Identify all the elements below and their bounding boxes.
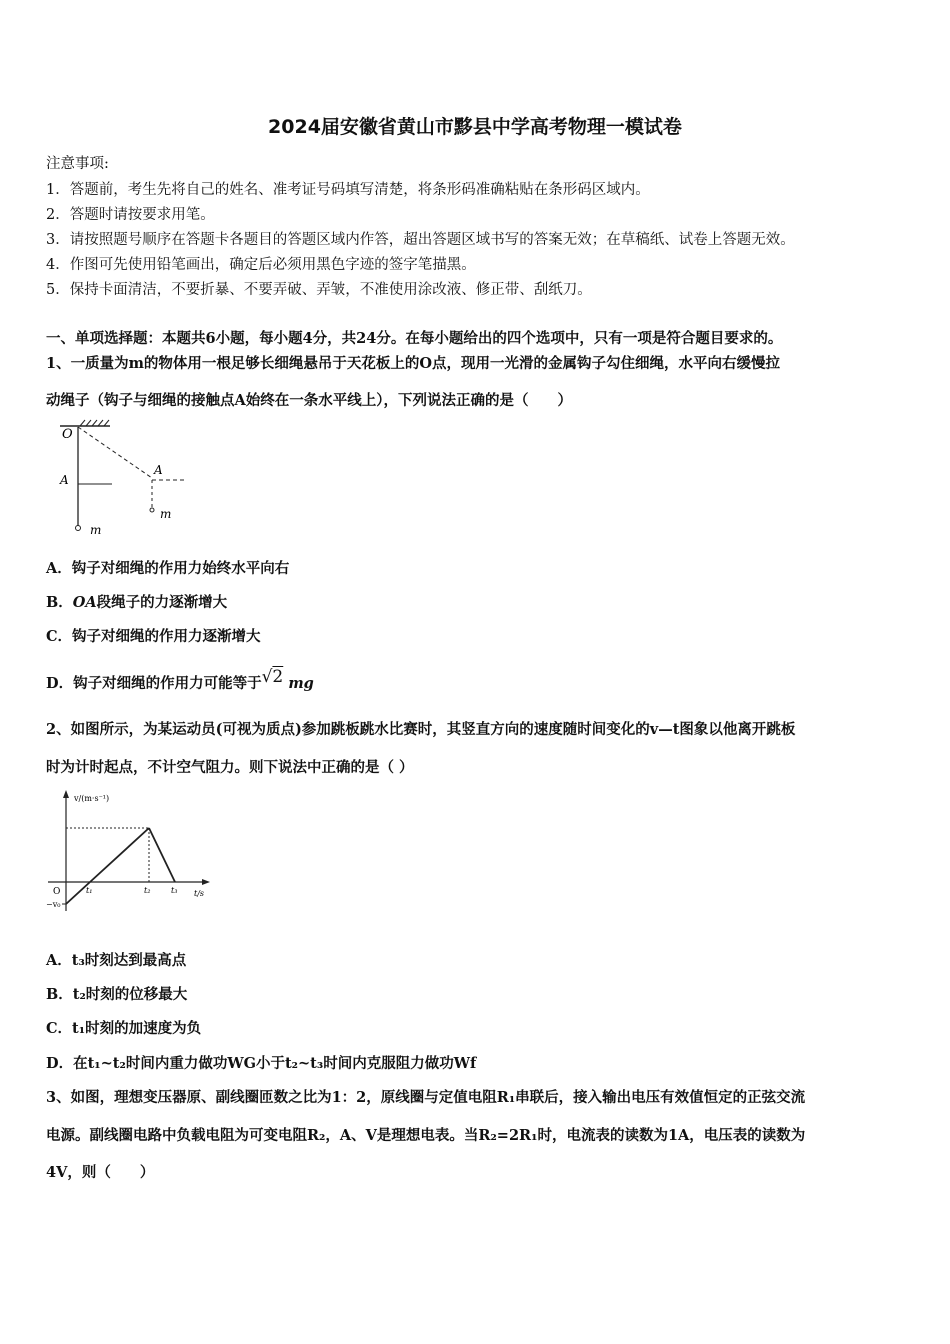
rope-dashed — [78, 427, 152, 478]
t3-label: t₃ — [171, 886, 178, 895]
notice-item-2: 2．答题时请按要求用笔。 — [46, 207, 215, 223]
q3-stem-line-1: 3、如图，理想变压器原、副线圈匝数之比为1：2，原线圈与定值电阻R₁串联后，接入输出电压有效值恒定的正弦交流 — [46, 1089, 806, 1106]
q3-stem-line-3: 4V，则（ ） — [46, 1164, 155, 1181]
x-axis-label: t/s — [194, 889, 205, 898]
origin-label: O — [53, 887, 61, 897]
q3-stem-line-2: 电源。副线圈电路中负载电阻为可变电阻R₂，A、V是理想电表。当R₂=2R₁时，电流表的读数为1A，电压表的读数为 — [46, 1127, 806, 1144]
section-1-header: 一、单项选择题：本题共6小题，每小题4分，共24分。在每小题给出的四个选项中，只有一项是符合题目要求的。 — [46, 330, 783, 347]
vt-segment-3 — [149, 828, 175, 882]
q2-option-d: D．在t₁~t₂时间内重力做功WG小于t₂~t₃时间内克服阻力做功Wf — [46, 1055, 477, 1072]
notice-item-1: 1．答题前，考生先将自己的姓名、准考证号码填写清楚，将条形码准确粘贴在条形码区域内。 — [46, 182, 650, 198]
label-m-right: m — [160, 507, 172, 521]
label-m-left: m — [90, 523, 102, 537]
label-A-left: A — [60, 473, 69, 487]
q2-stem-line-2: 时为计时起点，不计空气阻力。则下说法中正确的是（ ） — [46, 759, 414, 776]
notice-item-4: 4．作图可先使用铅笔画出，确定后必须用黑色字迹的签字笔描黑。 — [46, 257, 476, 273]
q1-option-d: D．钩子对细绳的作用力可能等于√2 mg — [46, 667, 314, 692]
neg-v-label: −v₀ — [46, 900, 61, 909]
vt-segment-2 — [90, 828, 149, 882]
q1-stem-line-2: 动绳子（钩子与细绳的接触点A始终在一条水平线上），下列说法正确的是（ ） — [46, 392, 572, 409]
q1-stem-line-1: 1、一质量为m的物体用一根足够长细绳悬吊于天花板上的O点，现用一光滑的金属钩子勾住细绳，水平向右缓慢拉 — [46, 355, 781, 372]
notice-item-5: 5．保持卡面清洁，不要折暴、不要弄破、弄皱，不准使用涂改液、修正带、刮纸刀。 — [46, 282, 592, 298]
notice-heading: 注意事项: — [46, 156, 109, 172]
t1-label: t₁ — [86, 886, 93, 895]
mass-right — [150, 508, 154, 512]
q2-vt-graph — [44, 786, 224, 918]
y-axis-label: v/(m·s⁻¹) — [74, 794, 110, 803]
label-O: O — [62, 427, 73, 442]
label-A-right: A — [154, 463, 163, 477]
q1-option-a: A．钩子对细绳的作用力始终水平向右 — [46, 560, 290, 577]
q2-option-a: A．t₃时刻达到最高点 — [46, 952, 187, 969]
q1-option-b: B．OA段绳子的力逐渐增大 — [46, 594, 228, 611]
q1-figure — [50, 418, 200, 538]
x-axis-arrow — [202, 879, 210, 885]
exam-title: 2024届安徽省黄山市黟县中学高考物理一模试卷 — [268, 116, 682, 138]
mass-left — [76, 526, 81, 531]
y-axis-arrow — [63, 790, 69, 798]
q2-option-b: B．t₂时刻的位移最大 — [46, 986, 188, 1003]
t2-label: t₂ — [144, 886, 151, 895]
q2-stem-line-1: 2、如图所示，为某运动员(可视为质点)参加跳板跳水比赛时，其竖直方向的速度随时间变化的v—t图象以他离开跳板 — [46, 721, 796, 738]
notice-item-3: 3．请按照题号顺序在答题卡各题目的答题区域内作答，超出答题区域书写的答案无效；在草稿纸、试卷上答题无效。 — [46, 232, 795, 248]
q1-option-c: C．钩子对细绳的作用力逐渐增大 — [46, 628, 261, 645]
q2-option-c: C．t₁时刻的加速度为负 — [46, 1020, 202, 1037]
ceiling-hatch — [80, 420, 109, 426]
